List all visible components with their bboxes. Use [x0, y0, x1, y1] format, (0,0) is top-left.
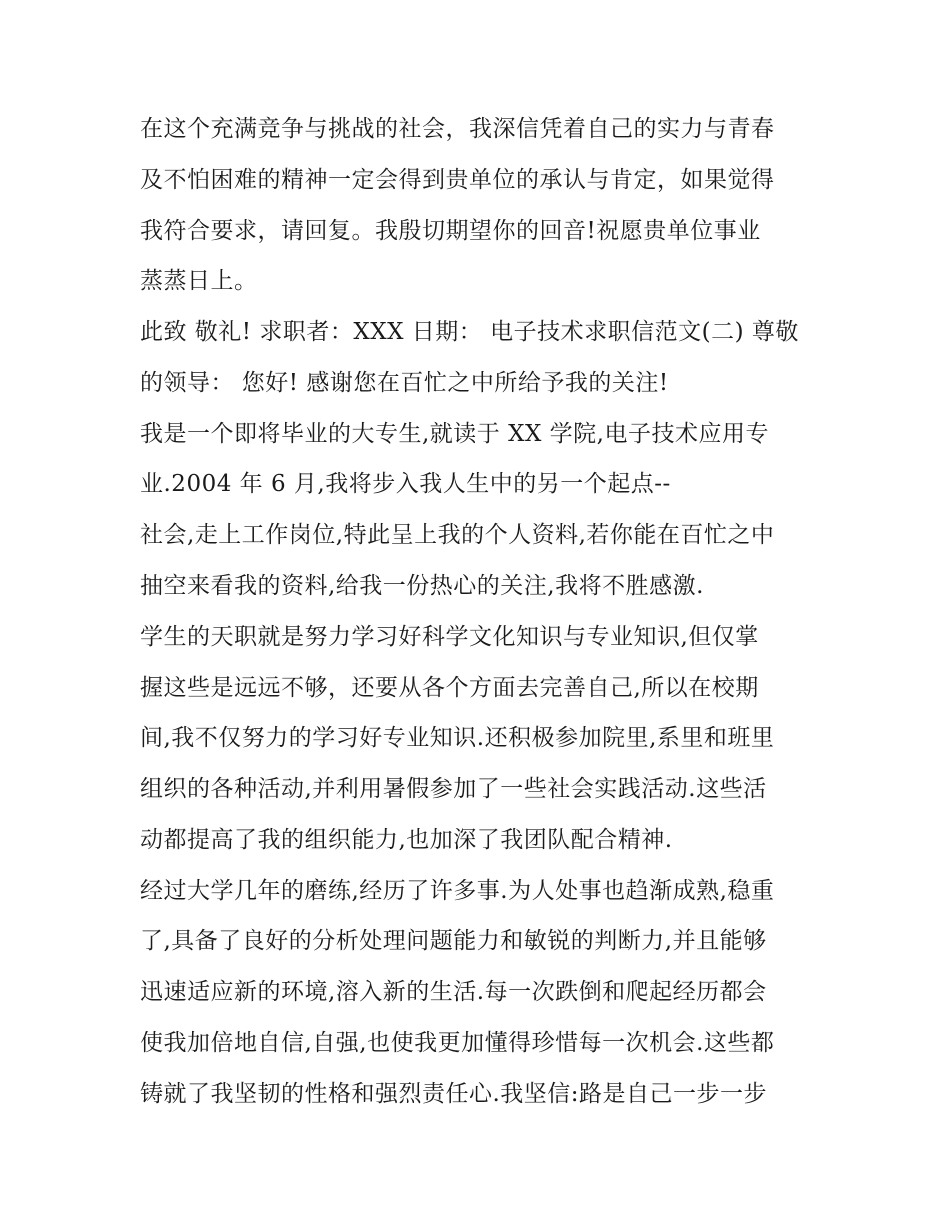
- text-line: 握这些是远远不够，还要从各个方面去完善自己,所以在校期: [140, 675, 759, 701]
- text-line: 的领导： 您好! 感谢您在百忙之中所给予我的关注!: [140, 370, 669, 396]
- text-line: 铸就了我坚韧的性格和强烈责任心.我坚信:路是自己一步一步: [140, 1081, 768, 1107]
- text-line: 经过大学几年的磨练,经历了许多事.为人处事也趋渐成熟,稳重: [140, 878, 775, 904]
- text-line: 间,我不仅努力的学习好专业知识.还积极参加院里,系里和班里: [140, 725, 775, 751]
- text-line: 此致 敬礼! 求职者：XXX 日期： 电子技术求职信范文(二) 尊敬: [140, 319, 799, 345]
- text-line: 我是一个即将毕业的大专生,就读于 XX 学院,电子技术应用专: [140, 421, 769, 447]
- text-line: 使我加倍地自信,自强,也使我更加懂得珍惜每一次机会.这些都: [140, 1030, 775, 1056]
- text-line: 组织的各种活动,并利用暑假参加了一些社会实践活动.这些活: [140, 776, 767, 802]
- text-line: 蒸蒸日上。: [140, 268, 258, 294]
- text-line: 了,具备了良好的分析处理问题能力和敏锐的判断力,并且能够: [140, 928, 767, 954]
- text-line: 及不怕困难的精神一定会得到贵单位的承认与肯定，如果觉得: [140, 167, 775, 193]
- text-line: 抽空来看我的资料,给我一份热心的关注,我将不胜感激.: [140, 573, 704, 599]
- text-line: 业.2004 年 6 月,我将步入我人生中的另一个起点--: [140, 471, 671, 497]
- text-line: 社会,走上工作岗位,特此呈上我的个人资料,若你能在百忙之中: [140, 522, 775, 548]
- text-line: 在这个充满竞争与挑战的社会，我深信凭着自己的实力与青春: [140, 116, 775, 142]
- text-line: 迅速适应新的环境,溶入新的生活.每一次跌倒和爬起经历都会: [140, 979, 767, 1005]
- text-line: 学生的天职就是努力学习好科学文化知识与专业知识,但仅掌: [140, 624, 759, 650]
- text-line: 动都提高了我的组织能力,也加深了我团队配合精神.: [140, 827, 673, 853]
- text-line: 我符合要求，请回复。我殷切期望你的回音!祝愿贵单位事业: [140, 218, 761, 244]
